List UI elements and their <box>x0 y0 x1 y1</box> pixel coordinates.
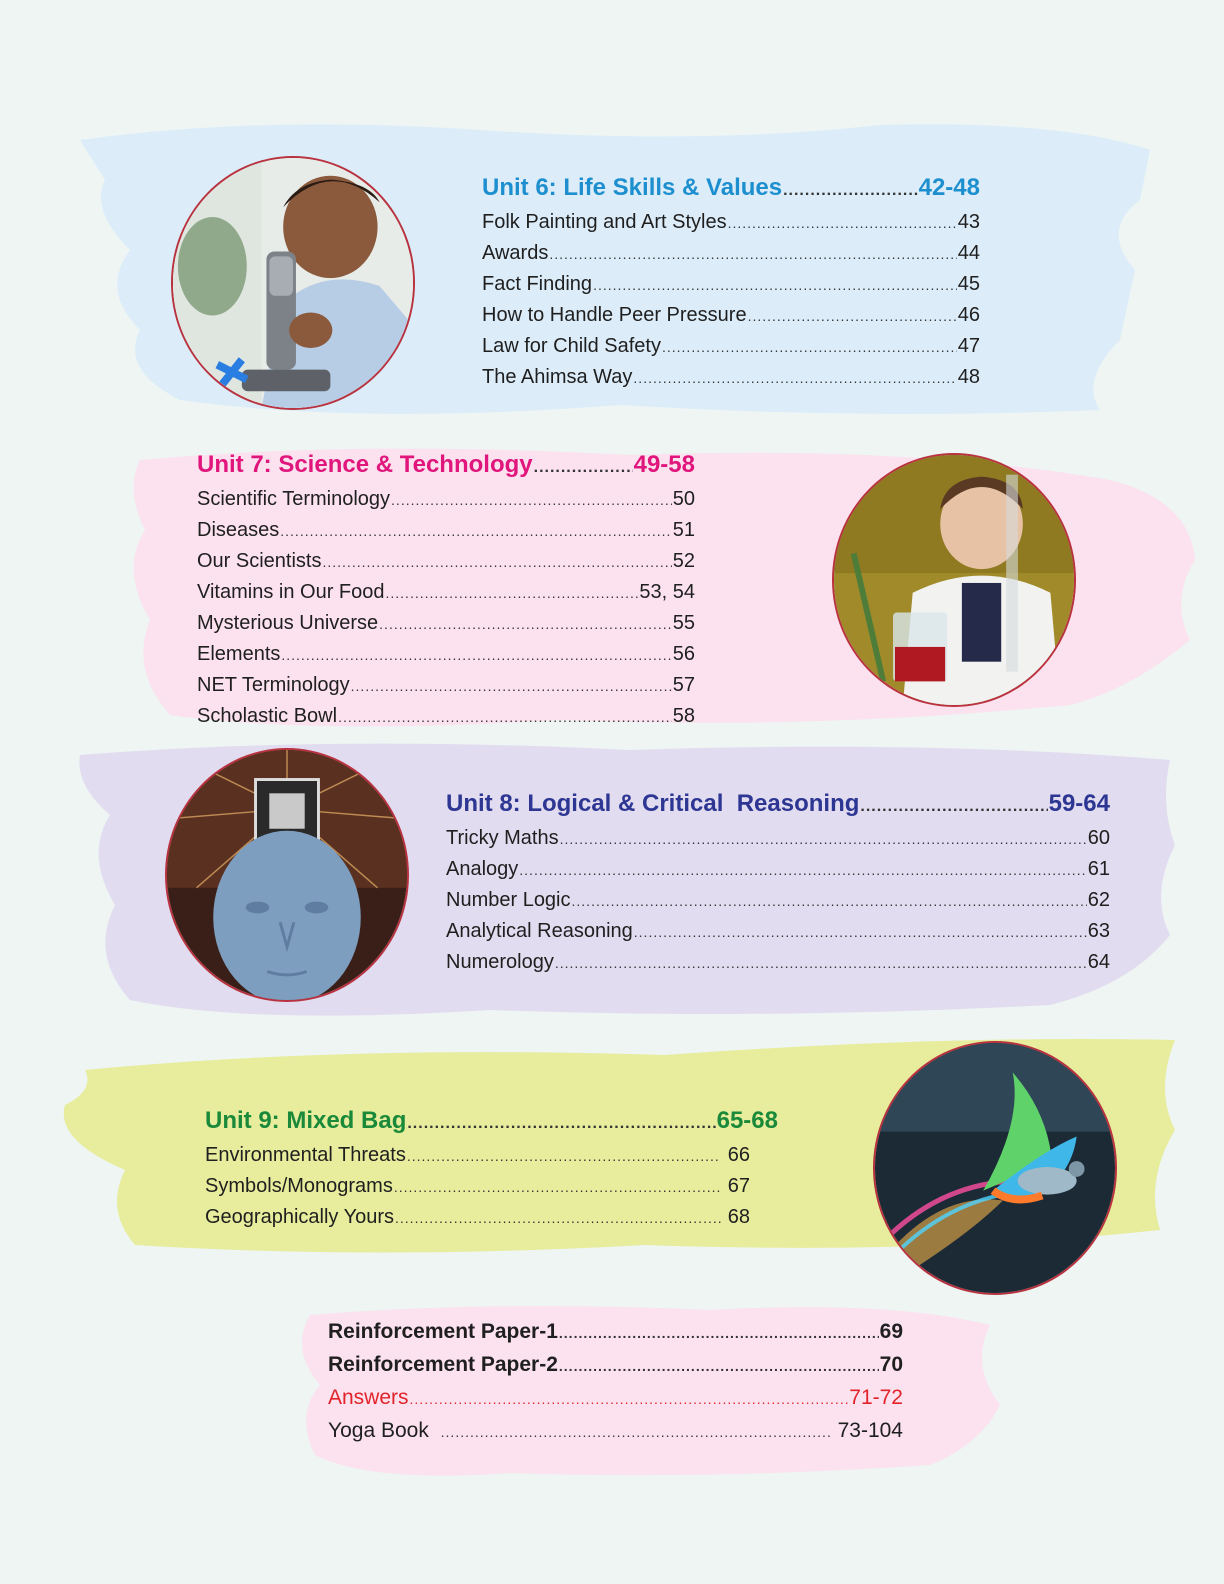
entry-page: 69 <box>879 1320 903 1343</box>
toc-entry[interactable] <box>205 1171 750 1202</box>
toc-entry[interactable] <box>197 670 695 701</box>
unit9-toc <box>205 1105 778 1233</box>
entry-page: 67 <box>722 1175 750 1197</box>
entry-label: Number Logic <box>446 889 571 911</box>
unit7-toc <box>197 449 695 732</box>
unit8-toc <box>446 788 1110 978</box>
entry-label: Analogy <box>446 858 519 880</box>
dot-leader <box>634 916 1087 947</box>
entry-page: 50 <box>672 488 695 510</box>
entry-page: 60 <box>1087 827 1110 849</box>
heading-label: Unit 6: Life Skills & Values <box>482 174 783 201</box>
dot-leader <box>534 449 633 484</box>
dot-leader <box>351 670 672 701</box>
dot-leader <box>572 885 1087 916</box>
dot-leader <box>860 788 1047 823</box>
dot-leader <box>783 172 918 207</box>
reinforcement-paper-2-entry[interactable] <box>328 1349 903 1382</box>
heading-pages: 42-48 <box>918 174 980 201</box>
dot-leader <box>394 1171 721 1202</box>
dot-leader <box>410 1382 849 1415</box>
entry-page: 43 <box>957 211 980 233</box>
unit6-toc <box>482 172 980 393</box>
dot-leader <box>322 546 671 577</box>
entry-label: How to Handle Peer Pressure <box>482 304 747 326</box>
unit9-heading[interactable] <box>205 1105 778 1140</box>
entry-page: 66 <box>722 1144 750 1166</box>
dot-leader <box>280 515 671 546</box>
entry-label: Numerology <box>446 951 554 973</box>
toc-entry[interactable] <box>482 238 980 269</box>
dot-leader <box>559 1349 879 1382</box>
reinforcement-paper-1-entry[interactable] <box>328 1316 903 1349</box>
toc-entry[interactable] <box>197 484 695 515</box>
unit8-heading[interactable] <box>446 788 1110 823</box>
answers-entry[interactable] <box>328 1382 903 1415</box>
entry-label: Tricky Maths <box>446 827 559 849</box>
entry-page: 51 <box>672 519 695 541</box>
heading-pages: 49-58 <box>633 451 695 478</box>
dot-leader <box>559 1316 879 1349</box>
toc-entry[interactable] <box>482 207 980 238</box>
entry-label: Mysterious Universe <box>197 612 379 634</box>
entry-label: Vitamins in Our Food <box>197 581 385 603</box>
toc-entry[interactable] <box>197 515 695 546</box>
entry-label: Elements <box>197 643 281 665</box>
entry-label: Answers <box>328 1386 409 1409</box>
entry-label: Awards <box>482 242 549 264</box>
dot-leader <box>407 1140 721 1171</box>
heading-label: Unit 8: Logical & Critical Reasoning <box>446 790 860 817</box>
entry-page: 44 <box>957 242 980 264</box>
entry-label: Diseases <box>197 519 280 541</box>
toc-entry[interactable] <box>482 362 980 393</box>
entry-label: Reinforcement Paper-2 <box>328 1353 558 1376</box>
entry-label: Scientific Terminology <box>197 488 391 510</box>
entry-label: Reinforcement Paper-1 <box>328 1320 558 1343</box>
entry-page: 45 <box>957 273 980 295</box>
heading-label: Unit 7: Science & Technology <box>197 451 533 478</box>
unit7-heading[interactable] <box>197 449 695 484</box>
toc-entry[interactable] <box>446 885 1110 916</box>
toc-entry[interactable] <box>197 577 695 608</box>
entry-page: 53, 54 <box>639 581 695 603</box>
entry-page: 46 <box>957 304 980 326</box>
entry-label: Symbols/Monograms <box>205 1175 393 1197</box>
entry-label: Scholastic Bowl <box>197 705 338 727</box>
toc-entry[interactable] <box>446 854 1110 885</box>
dot-leader <box>391 484 672 515</box>
heading-label: Unit 9: Mixed Bag <box>205 1107 407 1134</box>
entry-label: Law for Child Safety <box>482 335 661 357</box>
entry-label: The Ahimsa Way <box>482 366 633 388</box>
entry-label: Environmental Threats <box>205 1144 406 1166</box>
entry-page: 48 <box>957 366 980 388</box>
entry-page: 70 <box>879 1353 903 1376</box>
entry-label: Geographically Yours <box>205 1206 395 1228</box>
dot-leader <box>748 300 957 331</box>
dot-leader <box>386 577 639 608</box>
unit6-photo <box>171 156 415 410</box>
dot-leader <box>560 823 1087 854</box>
dot-leader <box>338 701 672 732</box>
toc-entry[interactable] <box>482 331 980 362</box>
dot-leader <box>555 947 1087 978</box>
toc-entry[interactable] <box>197 546 695 577</box>
heading-pages: 65-68 <box>716 1107 778 1134</box>
dot-leader <box>633 362 956 393</box>
entry-page: 63 <box>1087 920 1110 942</box>
toc-entry[interactable] <box>446 916 1110 947</box>
entry-page: 62 <box>1087 889 1110 911</box>
toc-entry[interactable] <box>197 701 695 732</box>
extras-toc <box>328 1316 903 1448</box>
toc-entry[interactable] <box>482 300 980 331</box>
entry-page: 47 <box>957 335 980 357</box>
dot-leader <box>728 207 957 238</box>
toc-entry[interactable] <box>197 639 695 670</box>
entry-label: Fact Finding <box>482 273 593 295</box>
toc-entry[interactable] <box>446 947 1110 978</box>
entry-page: 58 <box>672 705 695 727</box>
entry-page: 57 <box>672 674 695 696</box>
entry-page: 64 <box>1087 951 1110 973</box>
unit6-heading[interactable] <box>482 172 980 207</box>
entry-page: 68 <box>722 1206 750 1228</box>
toc-entry[interactable] <box>205 1140 750 1171</box>
unit9-photo <box>873 1041 1117 1295</box>
entry-label: Yoga Book <box>328 1419 435 1442</box>
entry-page: 71-72 <box>849 1386 903 1409</box>
entry-page: 73-104 <box>831 1419 903 1442</box>
entry-page: 52 <box>672 550 695 572</box>
dot-leader <box>441 1415 831 1448</box>
dot-leader <box>519 854 1086 885</box>
yoga-book-entry[interactable] <box>328 1415 903 1448</box>
toc-entry[interactable] <box>205 1202 750 1233</box>
dot-leader <box>549 238 956 269</box>
heading-pages: 59-64 <box>1048 790 1110 817</box>
entry-label: NET Terminology <box>197 674 350 696</box>
dot-leader <box>379 608 672 639</box>
dot-leader <box>407 1105 715 1140</box>
dot-leader <box>593 269 957 300</box>
toc-entry[interactable] <box>482 269 980 300</box>
entry-page: 61 <box>1087 858 1110 880</box>
entry-page: 56 <box>672 643 695 665</box>
unit7-photo <box>832 453 1076 707</box>
entry-label: Folk Painting and Art Styles <box>482 211 727 233</box>
entry-label: Analytical Reasoning <box>446 920 633 942</box>
toc-entry[interactable] <box>197 608 695 639</box>
toc-entry[interactable] <box>446 823 1110 854</box>
unit8-photo <box>165 748 409 1002</box>
entry-page: 55 <box>672 612 695 634</box>
entry-label: Our Scientists <box>197 550 322 572</box>
dot-leader <box>395 1202 721 1233</box>
dot-leader <box>662 331 957 362</box>
dot-leader <box>281 639 671 670</box>
